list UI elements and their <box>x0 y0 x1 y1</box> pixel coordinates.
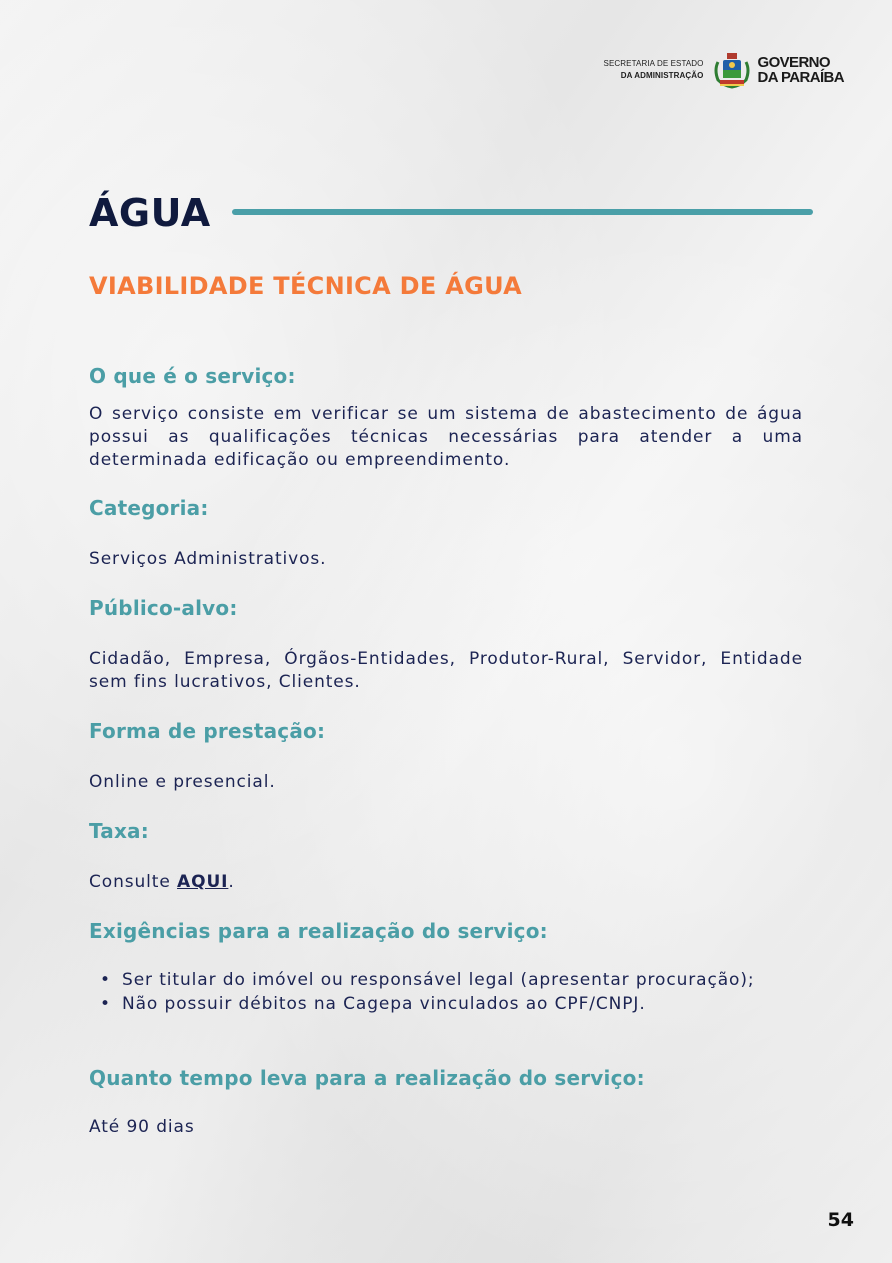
page-title: ÁGUA <box>89 191 211 235</box>
text-duration: Até 90 dias <box>89 1117 195 1137</box>
governo-line-2: DA PARAÍBA <box>757 69 844 86</box>
title-accent-line <box>232 209 813 215</box>
text-delivery: Online e presencial. <box>89 772 276 792</box>
list-item <box>89 970 803 991</box>
text-what: O serviço consiste em verificar se um sistema de abastecimento de água possui as qualificações técnicas necessárias para atender a uma determinada edificação ou empreendimento. <box>89 404 803 470</box>
text-fee <box>89 871 803 894</box>
fee-link[interactable]: AQUI <box>177 872 229 892</box>
heading-fee: Taxa: <box>89 819 149 843</box>
heading-requirements: Exigências para a realização do serviço: <box>89 919 548 943</box>
bullet-icon: • <box>100 994 111 1014</box>
governo-line-1: GOVERNO <box>757 54 830 71</box>
heading-delivery: Forma de prestação: <box>89 719 326 743</box>
secretaria-label <box>604 58 704 82</box>
text-category: Serviços Administrativos. <box>89 549 327 569</box>
requirement-text: Ser titular do imóvel ou responsável legal (apresentar procuração); <box>122 970 755 990</box>
heading-duration: Quanto tempo leva para a realização do serviço: <box>89 1066 645 1090</box>
bullet-icon: • <box>100 970 111 990</box>
heading-category: Categoria: <box>89 496 209 520</box>
fee-prefix: Consulte <box>89 872 178 892</box>
secretaria-line-2: DA ADMINISTRAÇÃO <box>620 71 704 80</box>
requirements-list <box>89 970 803 1018</box>
page-number: 54 <box>827 1209 854 1231</box>
secretaria-line-1: SECRETARIA DE ESTADO <box>603 59 704 68</box>
service-subtitle: VIABILIDADE TÉCNICA DE ÁGUA <box>89 272 522 300</box>
fee-suffix: . <box>228 872 235 892</box>
governo-paraiba-logo <box>758 55 845 85</box>
title-row <box>89 190 813 236</box>
requirement-text: Não possuir débitos na Cagepa vinculados ao CPF/CNPJ. <box>122 994 646 1014</box>
paraiba-coat-of-arms-icon <box>712 50 752 90</box>
list-item <box>89 994 803 1015</box>
text-audience: Cidadão, Empresa, Órgãos-Entidades, Produtor-Rural, Servidor, Entidade sem fins lucrativos, Clientes. <box>89 649 803 692</box>
heading-what: O que é o serviço: <box>89 364 296 388</box>
header-logo-block <box>604 50 844 90</box>
heading-audience: Público-alvo: <box>89 596 238 620</box>
